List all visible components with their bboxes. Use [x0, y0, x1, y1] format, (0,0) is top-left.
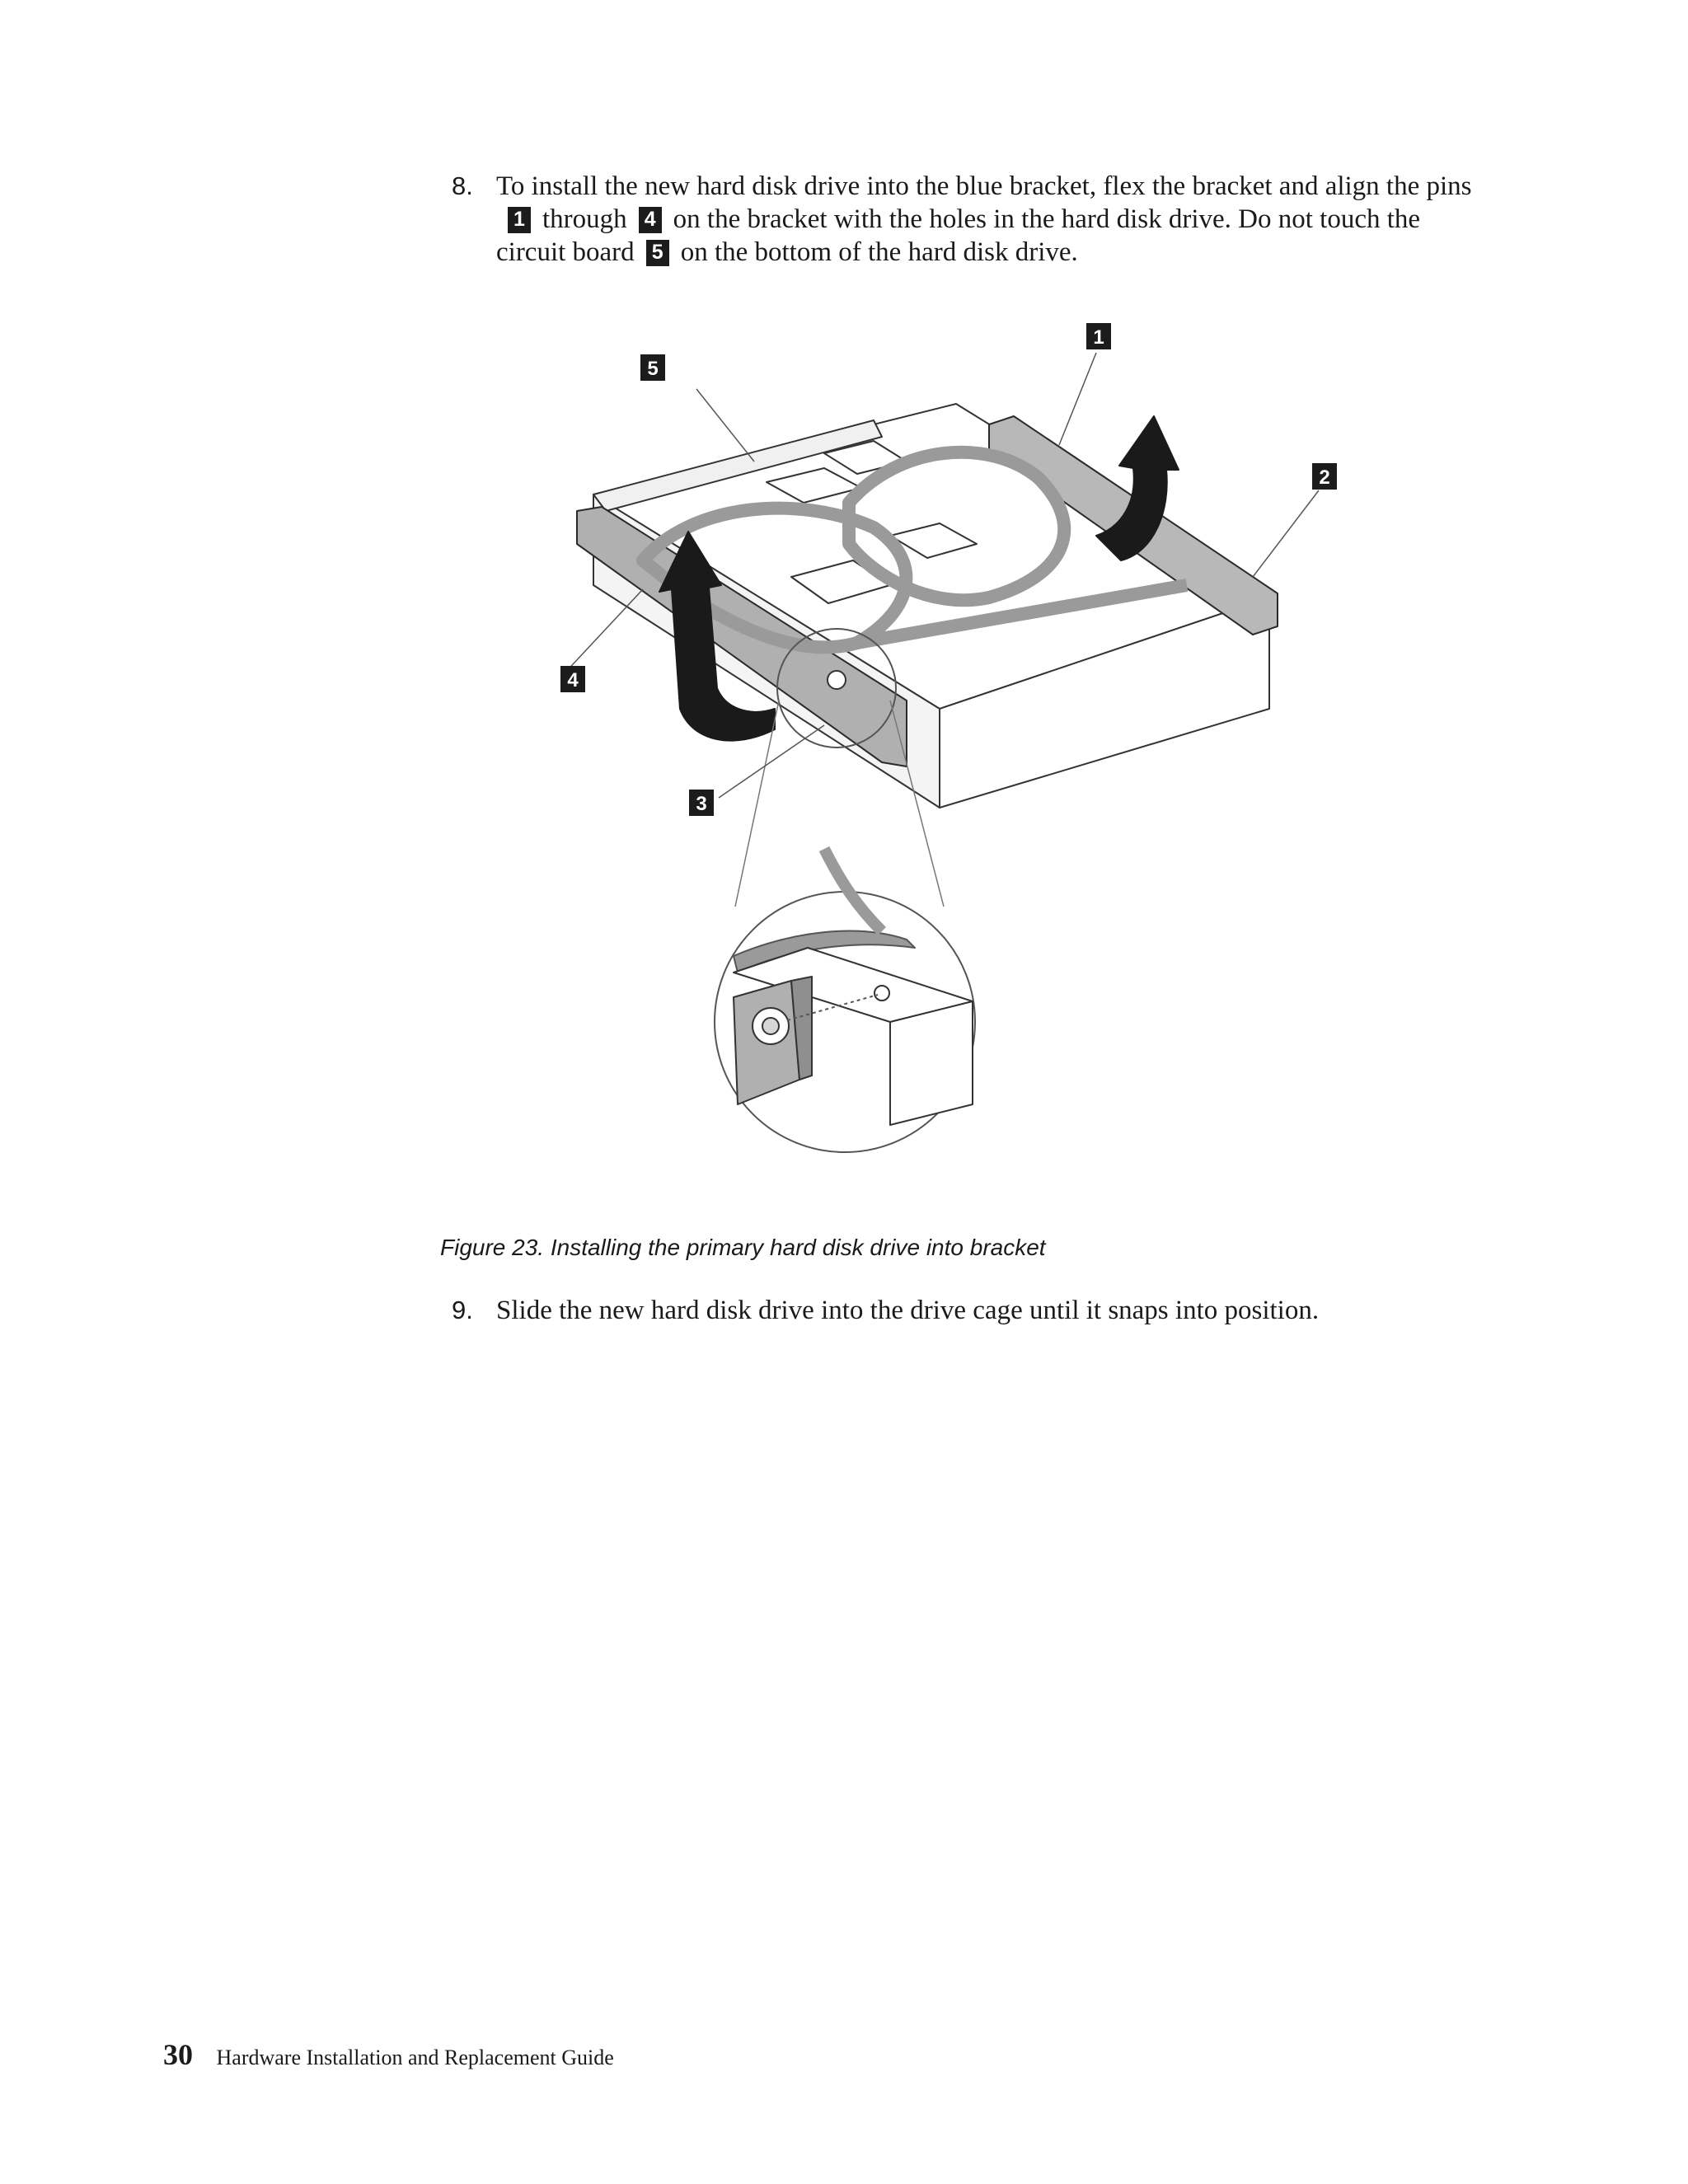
detail-zoom	[715, 849, 975, 1152]
step-8-text	[496, 170, 1482, 269]
step-8-text-d: on the bottom of the hard disk drive.	[680, 237, 1078, 267]
figure-callout-2	[1312, 463, 1337, 490]
step-9-number: 9.	[452, 1296, 473, 1324]
step-8-text-b: through	[542, 204, 627, 234]
step-9-text: Slide the new hard disk drive into the drive cage until it snaps into position.	[496, 1296, 1320, 1325]
svg-text:5: 5	[647, 358, 659, 380]
step-8	[452, 170, 1482, 269]
page-number: 30	[163, 2038, 193, 2071]
figure-caption: Figure 23. Installing the primary hard disk drive into bracket	[440, 1235, 1046, 1260]
svg-text:2: 2	[1319, 466, 1330, 489]
svg-text:3: 3	[696, 793, 707, 815]
page-footer	[163, 2037, 614, 2072]
inline-callout-1: 1	[508, 207, 531, 233]
figure-callout-1	[1086, 323, 1111, 349]
inline-callout-5: 5	[646, 240, 669, 266]
step-8-text-a: To install the new hard disk drive into the blue bracket, flex the bracket and align the pins	[496, 171, 1472, 201]
step-8-text-c: on the bracket with the holes in the hard disk drive. Do not touch the circuit board	[496, 204, 1421, 267]
hard-disk-bracket-illustration	[528, 313, 1418, 1220]
step-9	[452, 1294, 1482, 1327]
svg-text:1: 1	[1093, 326, 1104, 349]
inline-callout-4: 4	[639, 207, 662, 233]
document-title: Hardware Installation and Replacement Guide	[216, 2046, 614, 2069]
svg-text:4: 4	[567, 669, 579, 691]
pin-hole-icon	[828, 671, 846, 689]
figure-callout-3	[689, 790, 714, 816]
figure-callout-5	[640, 354, 665, 381]
figure-callout-4	[560, 666, 585, 692]
step-8-number: 8.	[452, 171, 473, 200]
